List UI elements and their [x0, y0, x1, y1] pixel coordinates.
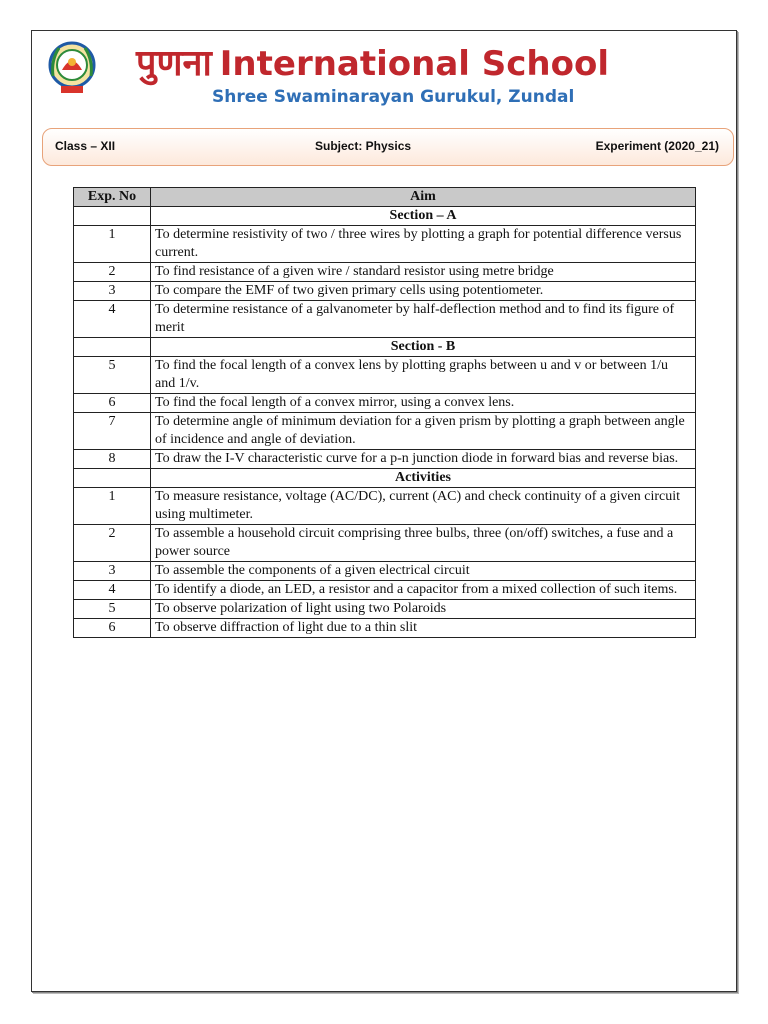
exp-number-cell: 5: [74, 357, 151, 394]
exp-number-cell: 2: [74, 263, 151, 282]
exp-number-cell: 1: [74, 226, 151, 263]
table-row: [74, 394, 696, 413]
aim-cell: To find the focal length of a convex mirror, using a convex lens.: [151, 394, 696, 413]
exp-number-cell: 4: [74, 301, 151, 338]
aim-cell: To find the focal length of a convex lens by plotting graphs between u and v or between 1/u and 1/v.: [151, 357, 696, 394]
exp-number-cell: 6: [74, 394, 151, 413]
table-row: [74, 263, 696, 282]
section-spacer-cell: [74, 338, 151, 357]
exp-number-cell: 3: [74, 562, 151, 581]
section-title: Section – A: [151, 207, 696, 226]
exp-number-cell: 4: [74, 581, 151, 600]
table-row: [74, 562, 696, 581]
aim-cell: To draw the I-V characteristic curve for a p-n junction diode in forward bias and reverse bias.: [151, 450, 696, 469]
section-row: [74, 338, 696, 357]
table-row: [74, 600, 696, 619]
column-header-exp-no: Exp. No: [74, 188, 151, 207]
table-row: [74, 357, 696, 394]
aim-cell: To determine resistance of a galvanometer by half-deflection method and to find its figure of merit: [151, 301, 696, 338]
exp-number-cell: 8: [74, 450, 151, 469]
table-row: [74, 413, 696, 450]
aim-cell: To observe polarization of light using two Polaroids: [151, 600, 696, 619]
table-row: [74, 226, 696, 263]
exp-number-cell: 5: [74, 600, 151, 619]
experiment-label: Experiment (2020_21): [595, 139, 719, 153]
table-row: [74, 282, 696, 301]
info-bar: [42, 128, 734, 166]
aim-cell: To measure resistance, voltage (AC/DC), current (AC) and check continuity of a given circuit using multimeter.: [151, 488, 696, 525]
table-row: [74, 581, 696, 600]
table-header-row: [74, 188, 696, 207]
experiment-table: [73, 187, 696, 638]
section-row: [74, 469, 696, 488]
aim-cell: To assemble the components of a given electrical circuit: [151, 562, 696, 581]
table-row: [74, 525, 696, 562]
aim-cell: To identify a diode, an LED, a resistor and a capacitor from a mixed collection of such items.: [151, 581, 696, 600]
exp-number-cell: 3: [74, 282, 151, 301]
exp-number-cell: 7: [74, 413, 151, 450]
class-label: Class – XII: [55, 139, 116, 153]
table-row: [74, 301, 696, 338]
subject-label: Subject: Physics: [315, 139, 412, 153]
section-spacer-cell: [74, 207, 151, 226]
aim-cell: To assemble a household circuit comprising three bulbs, three (on/off) switches, a fuse and a power source: [151, 525, 696, 562]
column-header-aim: Aim: [151, 188, 696, 207]
school-crest-logo: [47, 40, 97, 96]
section-spacer-cell: [74, 469, 151, 488]
section-row: [74, 207, 696, 226]
table-row: [74, 488, 696, 525]
school-tagline: Shree Swaminarayan Gurukul, Zundal: [212, 87, 575, 107]
aim-cell: To determine angle of minimum deviation for a given prism by plotting a graph between angle of incidence and angle of deviation.: [151, 413, 696, 450]
section-title: Activities: [151, 469, 696, 488]
table-body: [74, 207, 696, 638]
aim-cell: To observe diffraction of light due to a thin slit: [151, 619, 696, 638]
exp-number-cell: 6: [74, 619, 151, 638]
exp-number-cell: 2: [74, 525, 151, 562]
table-row: [74, 450, 696, 469]
exp-number-cell: 1: [74, 488, 151, 525]
aim-cell: To compare the EMF of two given primary cells using potentiometer.: [151, 282, 696, 301]
school-name-hindi: पुणना: [136, 43, 212, 84]
aim-cell: To determine resistivity of two / three wires by plotting a graph for potential difference versus current.: [151, 226, 696, 263]
section-title: Section - B: [151, 338, 696, 357]
aim-cell: To find resistance of a given wire / standard resistor using metre bridge: [151, 263, 696, 282]
school-name-english: International School: [219, 44, 609, 84]
school-name: [136, 40, 609, 88]
table-row: [74, 619, 696, 638]
